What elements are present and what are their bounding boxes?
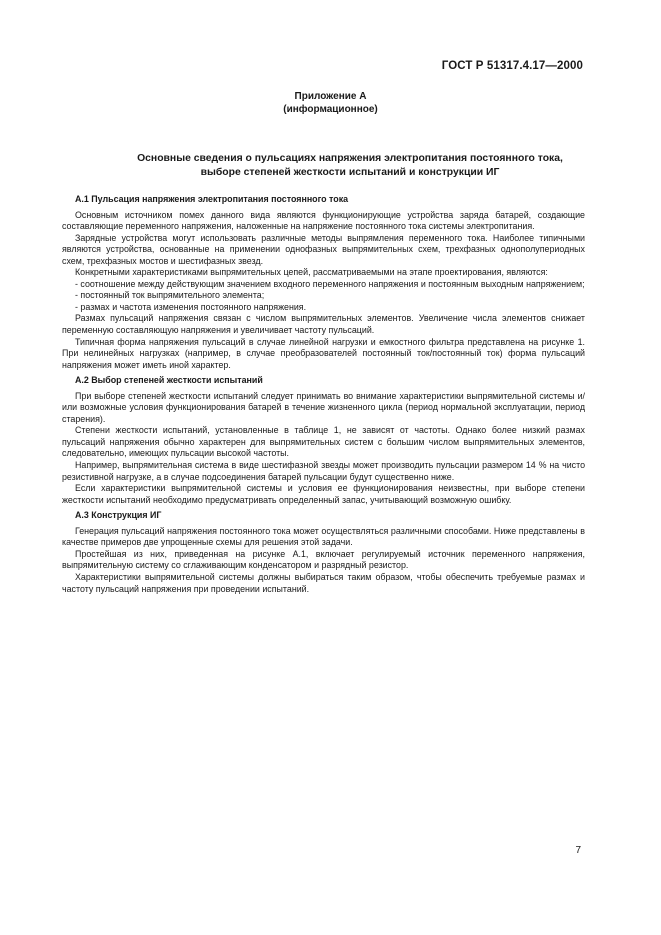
section-heading-a3: А.3 Конструкция ИГ [75,510,162,521]
document-code: ГОСТ Р 51317.4.17—2000 [441,60,583,72]
main-title-line-1: Основные сведения о пульсациях напряжения электропитания постоянного тока, [137,153,563,164]
paragraph: Конкретными характеристиками выпрямительных цепей, рассматриваемыми на этапе проектирования, являются: [75,267,548,278]
page-number: 7 [575,845,581,856]
paragraph: При выборе степеней жесткости испытаний следует принимать во внимание характеристики выпрямительной системы и/или возможные условия функционирования батарей в течение жизненного цикла (период нормальной эксплуатации, период старения). [62,390,585,424]
paragraph: Типичная форма напряжения пульсаций в случае линейной нагрузки и емкостного фильтра представлена на рисунке 1. При нелинейных нагрузках (например, в случае преобразователей постоянный ток/постоянный ток) форма пульсаций напряжения может иметь иной характер. [62,336,585,370]
paragraph: Степени жесткости испытаний, установленные в таблице 1, не зависят от частоты. Однако более низкий размах пульсаций напряжения обычно характерен для выпрямительных систем с большим числом выпрямительных элементов, следовательно, имеющих пульсации высокой частоты. [62,425,585,459]
paragraph: Простейшая из них, приведенная на рисунке А.1, включает регулируемый источник переменного напряжения, выпрямительную систему со сглаживающим конденсатором и разрядный резистор. [62,548,585,571]
paragraph: Генерация пульсаций напряжения постоянного тока может осуществляться различными способами. Ниже представлены в качестве примеров две упрощенные схемы для решения этой задачи. [62,525,585,548]
list-item: - постоянный ток выпрямительного элемента; [75,290,265,301]
appendix-subtitle: (информационное) [283,104,378,115]
paragraph: Зарядные устройства могут использовать различные методы выпрямления переменного тока. Наиболее типичными являются устройства, основанные на применении однофазных выпрямительных схем, трехфазных однополупериодных схем, трехфазных мостов и шестифазных звезд. [62,232,585,266]
main-title-line-2: выборе степеней жесткости испытаний и конструкции ИГ [200,166,500,178]
list-item: - соотношение между действующим значением входного переменного напряжения и постоянным выходным напряжением; [75,278,585,289]
paragraph: Основным источником помех данного вида являются функционирующие устройства заряда батарей, создающие составляющие переменного напряжения, наложенные на напряжение постоянного тока системы электропитания. [62,209,585,232]
document-body [62,194,585,595]
paragraph: Например, выпрямительная система в виде шестифазной звезды может производить пульсации размером 14 % на чисто резистивной нагрузке, а в случае подсоединения батарей пульсации будут существенно ниже. [62,460,585,482]
main-title [70,152,630,179]
paragraph: Характеристики выпрямительной системы должны выбираться таким образом, чтобы обеспечить требуемые размах и частоту пульсаций напряжения при проведении испытаний. [62,571,585,594]
paragraph: Размах пульсаций напряжения связан с числом выпрямительных элементов. Увеличение числа элементов снижает переменную составляющую напряжения и увеличивает частоту пульсаций. [62,313,585,336]
appendix-heading [0,90,661,116]
paragraph: Если характеристики выпрямительной системы и условия ее функционирования неизвестны, при выборе степени жесткости испытаний необходимо предусматривать определенный запас, учитывающий возможную ошибку. [62,483,585,505]
section-heading-a2: А.2 Выбор степеней жесткости испытаний [75,375,263,386]
list-item: - размах и частота изменения постоянного напряжения. [75,301,307,312]
section-heading-a1: А.1 Пульсация напряжения электропитания постоянного тока [75,194,349,204]
appendix-title: Приложение А [294,91,367,102]
